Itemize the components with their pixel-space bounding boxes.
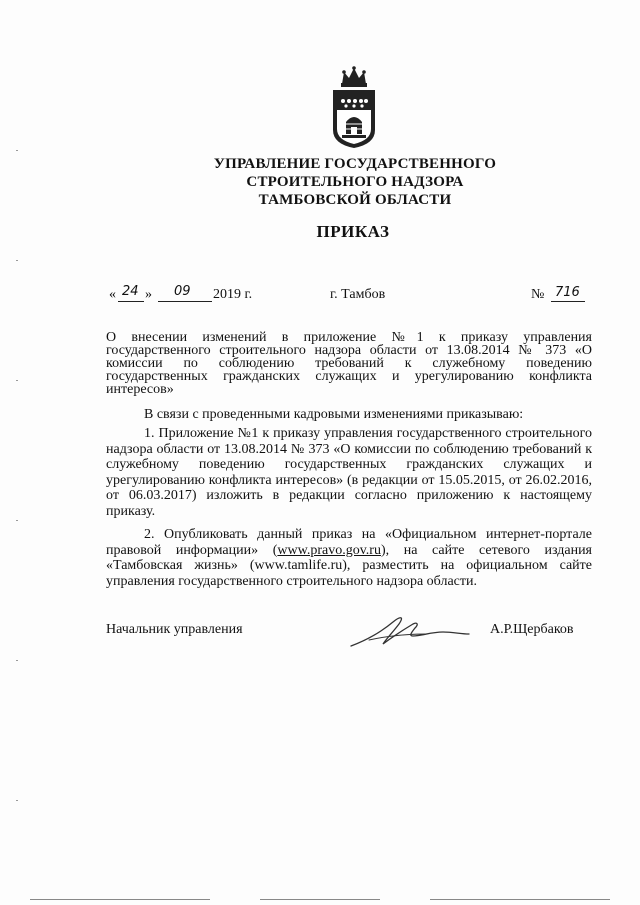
margin-mark [16, 380, 18, 381]
margin-mark [16, 800, 18, 801]
signatory-position: Начальник управления [106, 622, 243, 637]
city-name: г. Тамбов [330, 287, 386, 302]
date-year: 2019 г. [213, 287, 253, 302]
date-month: 09 [174, 284, 191, 299]
org-name-line1: УПРАВЛЕНИЕ ГОСУДАРСТВЕННОГО [213, 156, 497, 172]
margin-mark [16, 150, 18, 151]
margin-mark [16, 520, 18, 521]
pravo-gov-link[interactable]: www.pravo.gov.ru [277, 542, 381, 558]
date-open-quote: « [109, 287, 116, 302]
org-name-line3: ТАМБОВСКОЙ ОБЛАСТИ [258, 192, 452, 208]
date-month-underline [158, 301, 212, 302]
body-item-1: 1. Приложение №1 к приказу управления государственного строительного надзора области от 13.08.2014 № 373 «О комиссии по соблюдению требований к служебному поведению государственных гражданских служащих и урегулированию конфликта интересов» (в редакции от 15.05.2015, от 26.02.2016, от 06.03.2017) изложить в редакции согласно приложению к настоящему приказу. [106, 426, 592, 519]
scan-edge-line [430, 899, 610, 900]
margin-mark [16, 260, 18, 261]
item-2-text-end: ), на сайте сетевого издания «Тамбовская жизнь» (www.tamlife.ru), разместить на официальном сайте управления государственного строительного надзора области. [106, 542, 592, 589]
scan-edge-line [30, 899, 210, 900]
date-day-underline [118, 301, 144, 302]
scan-edge-line [260, 899, 380, 900]
signatory-name: А.Р.Щербаков [490, 622, 574, 637]
org-name-line2: СТРОИТЕЛЬНОГО НАДЗОРА [246, 174, 464, 190]
order-number: 716 [555, 285, 580, 300]
body-item-2 [106, 527, 592, 589]
order-subject: О внесении изменений в приложение №1 к приказу управления государственного строительного надзора области от 13.08.2014 № 373 «О комиссии по соблюдению требований к служебному поведению государственных гражданских служащих и урегулированию конфликта интересов» [106, 330, 592, 397]
item-2-text-start: 2. Опубликовать данный приказ на «Официальном интернет-портале правовой информации» ( [106, 527, 592, 558]
date-day: 24 [122, 284, 139, 299]
date-close-quote: » [145, 287, 152, 302]
number-label: № [531, 287, 545, 302]
handwritten-signature-icon [347, 610, 472, 652]
document-title: ПРИКАЗ [316, 222, 390, 241]
coat-of-arms-emblem-icon [329, 64, 379, 150]
body-intro: В связи с проведенными кадровыми изменениями приказываю: [144, 407, 524, 422]
margin-mark [16, 660, 18, 661]
number-underline [551, 301, 585, 302]
